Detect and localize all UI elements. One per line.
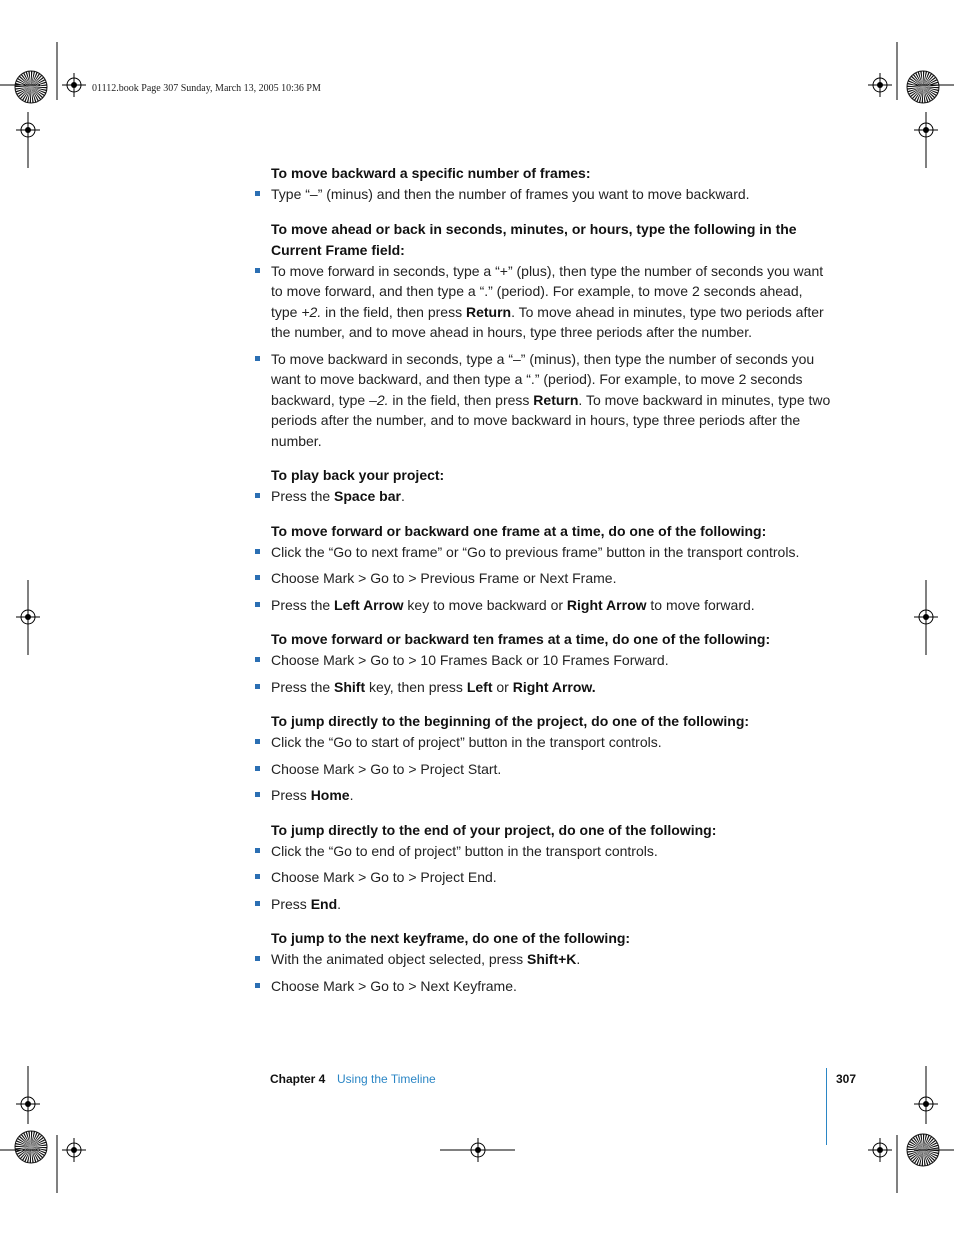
instruction-section <box>271 163 831 205</box>
color-wheel-icon <box>14 1130 48 1164</box>
list-item: Choose Mark > Go to > Project Start. <box>271 759 831 780</box>
list-item: To move backward in seconds, type a “–” (minus), then type the number of seconds you want to move backward, and then type a “.” (period). For example, to move 2 seconds backward, type –2. in the field, then press Return. To move backward in minutes, type two periods after the number, and to move backward in hours, type three periods after the number. <box>271 349 831 452</box>
registration-target-icon <box>16 118 40 142</box>
task-heading: To move ahead or back in seconds, minutes, or hours, type the following in the Current Frame field: <box>271 220 797 258</box>
registration-target-icon <box>466 1138 490 1162</box>
list-item: Choose Mark > Go to > Next Keyframe. <box>271 976 831 997</box>
task-heading: To move forward or backward ten frames at a time, do one of the following: <box>271 631 771 647</box>
list-item: Type “–” (minus) and then the number of frames you want to move backward. <box>271 184 831 205</box>
registration-target-icon <box>62 1138 86 1162</box>
task-heading: To move backward a specific number of frames: <box>271 165 591 181</box>
list-item: Choose Mark > Go to > Project End. <box>271 867 831 888</box>
instruction-section <box>271 219 831 452</box>
list-item: Click the “Go to end of project” button in the transport controls. <box>271 841 831 862</box>
list-item: To move forward in seconds, type a “+” (plus), then type the number of seconds you want to move forward, and then type a “.” (period). For example, to move 2 seconds ahead, type +2. in the field, then press Return. To move ahead in minutes, type two periods after the number, and to move ahead in hours, type three periods after the number. <box>271 261 831 343</box>
page-body <box>271 163 831 1010</box>
list-item: Press the Shift key, then press Left or Right Arrow. <box>271 677 831 698</box>
list-item: Choose Mark > Go to > Previous Frame or Next Frame. <box>271 568 831 589</box>
list-item: Press the Left Arrow key to move backward or Right Arrow to move forward. <box>271 595 831 616</box>
registration-target-icon <box>868 73 892 97</box>
color-wheel-icon <box>906 70 940 104</box>
registration-target-icon <box>16 605 40 629</box>
task-heading: To jump to the next keyframe, do one of the following: <box>271 930 631 946</box>
chapter-number: Chapter 4 <box>270 1072 326 1086</box>
page-number: 307 <box>836 1072 857 1086</box>
chapter-title-link[interactable]: Using the Timeline <box>337 1072 436 1086</box>
instruction-section <box>271 820 831 915</box>
list-item: Choose Mark > Go to > 10 Frames Back or 10 Frames Forward. <box>271 650 831 671</box>
task-heading: To move forward or backward one frame at a time, do one of the following: <box>271 522 767 539</box>
list-item: Press End. <box>271 894 831 915</box>
print-header: 01112.book Page 307 Sunday, March 13, 2005 10:36 PM <box>92 83 321 94</box>
instruction-section <box>271 465 831 507</box>
instruction-section <box>271 928 831 996</box>
registration-target-icon <box>914 605 938 629</box>
list-item: Click the “Go to next frame” or “Go to previous frame” button in the transport controls. <box>271 542 831 563</box>
registration-target-icon <box>62 73 86 97</box>
registration-target-icon <box>16 1092 40 1116</box>
list-item: Press Home. <box>271 785 831 806</box>
instruction-section <box>271 711 831 806</box>
registration-target-icon <box>868 1138 892 1162</box>
list-item: Press the Space bar. <box>271 486 831 507</box>
registration-target-icon <box>914 118 938 142</box>
color-wheel-icon <box>906 1133 940 1167</box>
registration-target-icon <box>914 1092 938 1116</box>
task-heading: To play back your project: <box>271 467 445 483</box>
task-heading: To jump directly to the beginning of the project, do one of the following: <box>271 713 750 729</box>
task-heading: To jump directly to the end of your project, do one of the following: <box>271 821 717 838</box>
footer-divider <box>826 1068 827 1145</box>
list-item: With the animated object selected, press Shift+K. <box>271 949 831 970</box>
color-wheel-icon <box>14 70 48 104</box>
list-item: Click the “Go to start of project” button in the transport controls. <box>271 732 831 753</box>
instruction-section <box>271 521 831 616</box>
instruction-section <box>271 629 831 697</box>
